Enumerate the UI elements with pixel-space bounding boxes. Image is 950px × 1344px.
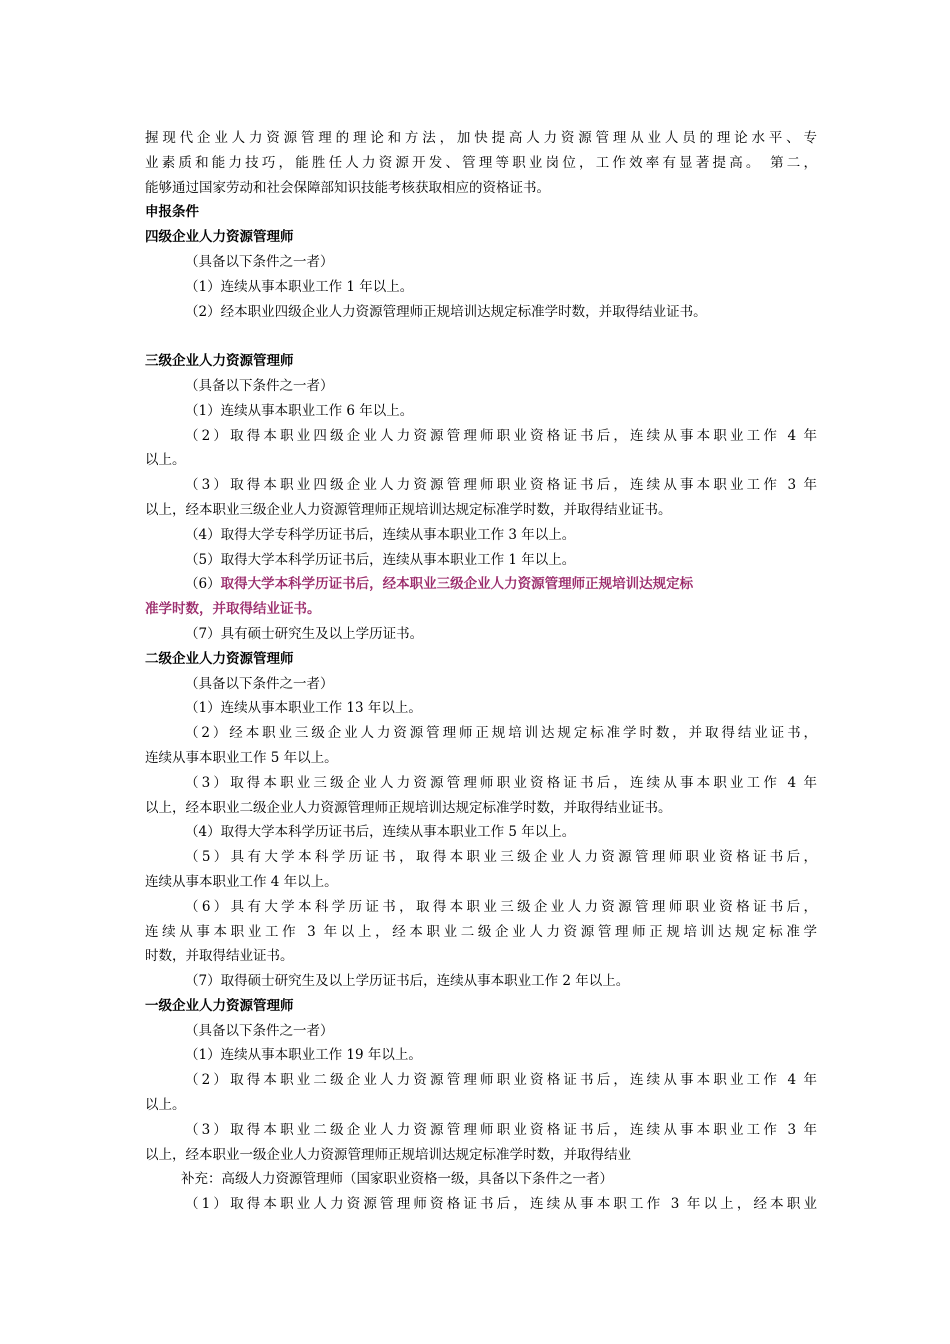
level1-title: 一级企业人力资源管理师 <box>145 997 294 1014</box>
level2-title: 二级企业人力资源管理师 <box>145 650 294 667</box>
level2-item-2a: （2）经本职业三级企业人力资源管理师正规培训达规定标准学时数，并取得结业证书， <box>185 725 817 742</box>
intro-line-2: 业素质和能力技巧，能胜任人力资源开发、管理等职业岗位，工作效率有显著提高。 第二， <box>145 154 817 171</box>
level4-item-1: （1）连续从事本职业工作 1 年以上。 <box>185 278 414 295</box>
intro-line-1: 握现代企业人力资源管理的理论和方法，加快提高人力资源管理从业人员的理论水平、专 <box>145 130 817 146</box>
level2-item-6c: 时数，并取得结业证书。 <box>145 948 294 965</box>
level2-item-5b: 连续从事本职业工作 4 年以上。 <box>145 873 338 890</box>
level2-item-3b: 以上，经本职业二级企业人力资源管理师正规培训达规定标准学时数，并取得结业证书。 <box>145 799 672 816</box>
level3-item-6a <box>145 572 817 597</box>
level3-item-4: （4）取得大学专科学历证书后，连续从事本职业工作 3 年以上。 <box>185 526 576 543</box>
level3-title: 三级企业人力资源管理师 <box>145 353 294 370</box>
level2-item-2b: 连续从事本职业工作 5 年以上。 <box>145 749 338 766</box>
spacer <box>145 324 817 349</box>
level2-item-4: （4）取得大学本科学历证书后，连续从事本职业工作 5 年以上。 <box>185 824 576 841</box>
level2-item-6b: 连续从事本职业工作 3 年以上，经本职业二级企业人力资源管理师正规培训达规定标准学 <box>145 923 817 940</box>
level3-item-2a: （2）取得本职业四级企业人力资源管理师职业资格证书后，连续从事本职业工作 4 年 <box>185 427 817 444</box>
level1-item-1: （1）连续从事本职业工作 19 年以上。 <box>185 1047 422 1064</box>
level3-item-7: （7）具有硕士研究生及以上学历证书。 <box>185 625 424 642</box>
level1-note: （具备以下条件之一者） <box>185 1022 334 1039</box>
level2-item-5a: （5）具有大学本科学历证书，取得本职业三级企业人力资源管理师职业资格证书后， <box>185 849 817 866</box>
level3-item-2b: 以上。 <box>145 452 186 469</box>
level1-item-2a: （2）取得本职业二级企业人力资源管理师职业资格证书后，连续从事本职业工作 4 年 <box>185 1072 817 1089</box>
level2-item-6a: （6）具有大学本科学历证书，取得本职业三级企业人力资源管理师职业资格证书后， <box>185 898 817 915</box>
section-title: 申报条件 <box>145 204 199 221</box>
level4-item-2: （2）经本职业四级企业人力资源管理师正规培训达规定标准学时数，并取得结业证书。 <box>185 303 707 320</box>
level3-item-3a: （3）取得本职业四级企业人力资源管理师职业资格证书后，连续从事本职业工作 3 年 <box>185 477 817 494</box>
level3-item-1: （1）连续从事本职业工作 6 年以上。 <box>185 402 414 419</box>
level3-item-6b: 准学时数，并取得结业证书。 <box>145 601 321 618</box>
level3-note: （具备以下条件之一者） <box>185 377 334 394</box>
level3-item-5: （5）取得大学本科学历证书后，连续从事本职业工作 1 年以上。 <box>185 551 576 568</box>
level4-note: （具备以下条件之一者） <box>185 253 334 270</box>
level1-item-2b: 以上。 <box>145 1097 186 1114</box>
supplement-item-1a: （1）取得本职业人力资源管理师资格证书后，连续从事本职工作 3 年以上，经本职业 <box>185 1196 817 1213</box>
level3-item-6-highlight: 取得大学本科学历证书后，经本职业三级企业人力资源管理师正规培训达规定标 <box>220 576 694 593</box>
level3-item-3b: 以上，经本职业三级企业人力资源管理师正规培训达规定标准学时数，并取得结业证书。 <box>145 501 672 518</box>
supplement-title: 补充：高级人力资源管理师（国家职业资格一级，具备以下条件之一者） <box>181 1171 613 1188</box>
level2-note: （具备以下条件之一者） <box>185 675 334 692</box>
level4-title: 四级企业人力资源管理师 <box>145 229 294 246</box>
level2-item-7: （7）取得硕士研究生及以上学历证书后，连续从事本职业工作 2 年以上。 <box>185 973 630 990</box>
document-page <box>145 126 817 1217</box>
level1-item-3b: 以上，经本职业一级企业人力资源管理师正规培训达规定标准学时数，并取得结业 <box>145 1146 631 1163</box>
level2-item-1: （1）连续从事本职业工作 13 年以上。 <box>185 700 422 717</box>
level2-item-3a: （3）取得本职业三级企业人力资源管理师职业资格证书后，连续从事本职业工作 4 年 <box>185 774 817 791</box>
level1-item-3a: （3）取得本职业二级企业人力资源管理师职业资格证书后，连续从事本职业工作 3 年 <box>185 1121 817 1138</box>
intro-line-3: 能够通过国家劳动和社会保障部知识技能考核获取相应的资格证书。 <box>145 179 550 196</box>
level3-item-6-number: （6） <box>185 576 221 593</box>
